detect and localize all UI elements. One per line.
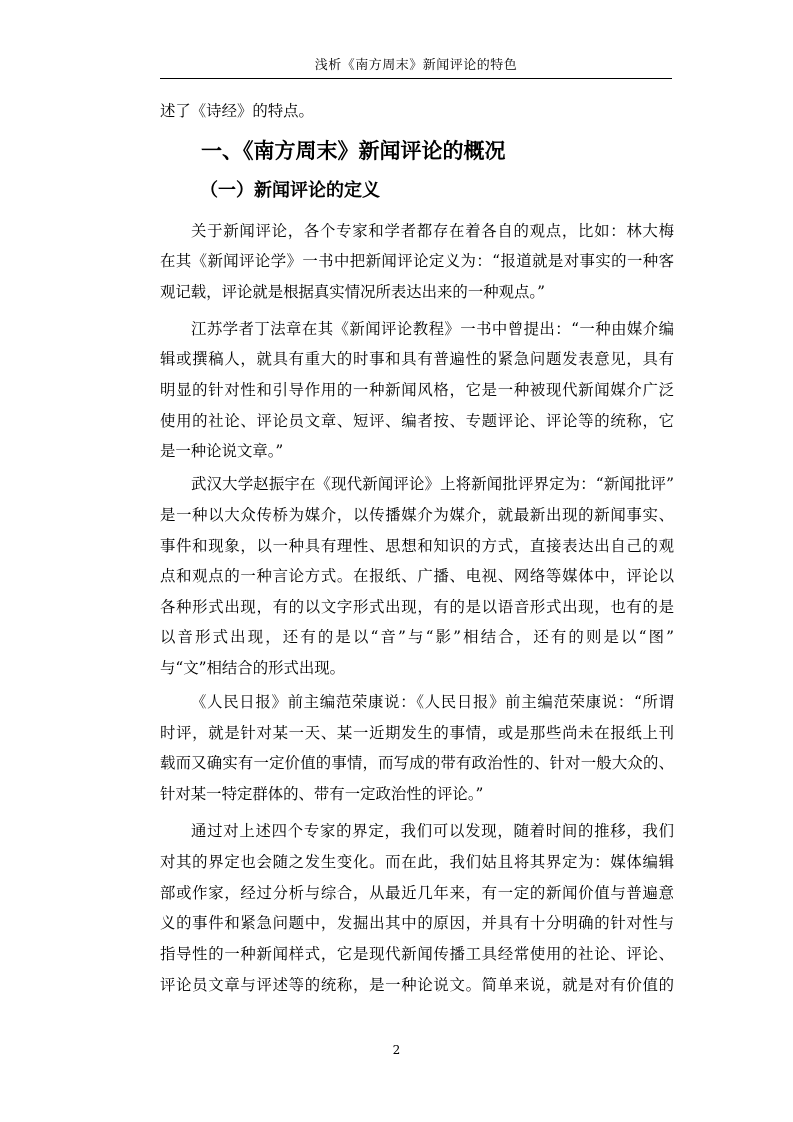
paragraph-2-line: 使用的社论、评论员文章、短评、编者按、专题评论、评论等的统称，它 — [160, 412, 674, 430]
paragraph-5-line: 评论员文章与评述等的统称，是一种论说文。简单来说，就是对有价值的 — [160, 976, 674, 994]
paragraph-5-line: 义的事件和紧急问题中，发掘出其中的原因，并具有十分明确的针对性与 — [160, 914, 674, 932]
paragraph-3-line: 点和观点的一种言论方式。在报纸、广播、电视、网络等媒体中，评论以 — [160, 567, 674, 585]
subsection-heading: （一）新闻评论的定义 — [200, 180, 380, 201]
paragraph-4-line: 载而又确实有一定价值的事情，而写成的带有政治性的、针对一般大众的、 — [160, 754, 674, 772]
paragraph-5-line: 对其的界定也会随之发生变化。而在此，我们姑且将其界定为：媒体编辑 — [160, 853, 674, 871]
paragraph-1-line: 在其《新闻评论学》一书中把新闻评论定义为：“报道就是对事实的一种客 — [160, 252, 674, 270]
paragraph-3-line: 事件和现象，以一种具有理性、思想和知识的方式，直接表达出自己的观 — [160, 537, 674, 555]
paragraph-2-line: 江苏学者丁法章在其《新闻评论教程》一书中曾提出：“一种由媒介编 — [191, 320, 674, 338]
paragraph-5-line: 指导性的一种新闻样式，它是现代新闻传播工具经常使用的社论、评论、 — [160, 945, 674, 963]
paragraph-4-line: 《人民日报》前主编范荣康说：《人民日报》前主编范荣康说：“所谓 — [191, 693, 674, 711]
section-heading: 一、《南方周末》新闻评论的概况 — [201, 138, 506, 163]
paragraph-3-line: 以音形式出现，还有的是以“音”与“影”相结合，还有的则是以“图” — [160, 628, 674, 646]
page-number: 2 — [392, 1043, 401, 1057]
paragraph-5-line: 部或作家，经过分析与综合，从最近几年来，有一定的新闻价值与普遍意 — [160, 884, 674, 902]
paragraph-2-line: 辑或撰稿人，就具有重大的时事和具有普遍性的紧急问题发表意见，具有 — [160, 350, 674, 368]
paragraph-4-line: 针对某一特定群体的、带有一定政治性的评论。” — [160, 785, 484, 803]
paragraph-2-line: 是一种论说文章。” — [160, 442, 284, 460]
paragraph-1-line: 观记载，评论就是根据真实情况所表达出来的一种观点。” — [160, 283, 545, 301]
intro-line: 述了《诗经》的特点。 — [160, 102, 314, 120]
paragraph-5-line: 通过对上述四个专家的界定，我们可以发现，随着时间的推移，我们 — [191, 822, 674, 840]
paragraph-1-line: 关于新闻评论，各个专家和学者都存在着各自的观点，比如：林大梅 — [191, 222, 674, 240]
paragraph-3-line: 武汉大学赵振宇在《现代新闻评论》上将新闻批评界定为：“新闻批评” — [191, 475, 674, 493]
paragraph-3-line: 是一种以大众传桥为媒介，以传播媒介为媒介，就最新出现的新闻事实、 — [160, 506, 674, 524]
paragraph-3-line: 各种形式出现，有的以文字形式出现，有的是以语音形式出现，也有的是 — [160, 598, 674, 616]
paragraph-3-line: 与“文”相结合的形式出现。 — [160, 659, 346, 677]
header-rule — [160, 78, 672, 79]
paragraph-2-line: 明显的针对性和引导作用的一种新闻风格，它是一种被现代新闻媒介广泛 — [160, 381, 674, 399]
paragraph-4-line: 时评，就是针对某一天、某一近期发生的事情，或是那些尚未在报纸上刊 — [160, 724, 674, 742]
running-header: 浅析《南方周末》新闻评论的特色 — [314, 58, 518, 73]
